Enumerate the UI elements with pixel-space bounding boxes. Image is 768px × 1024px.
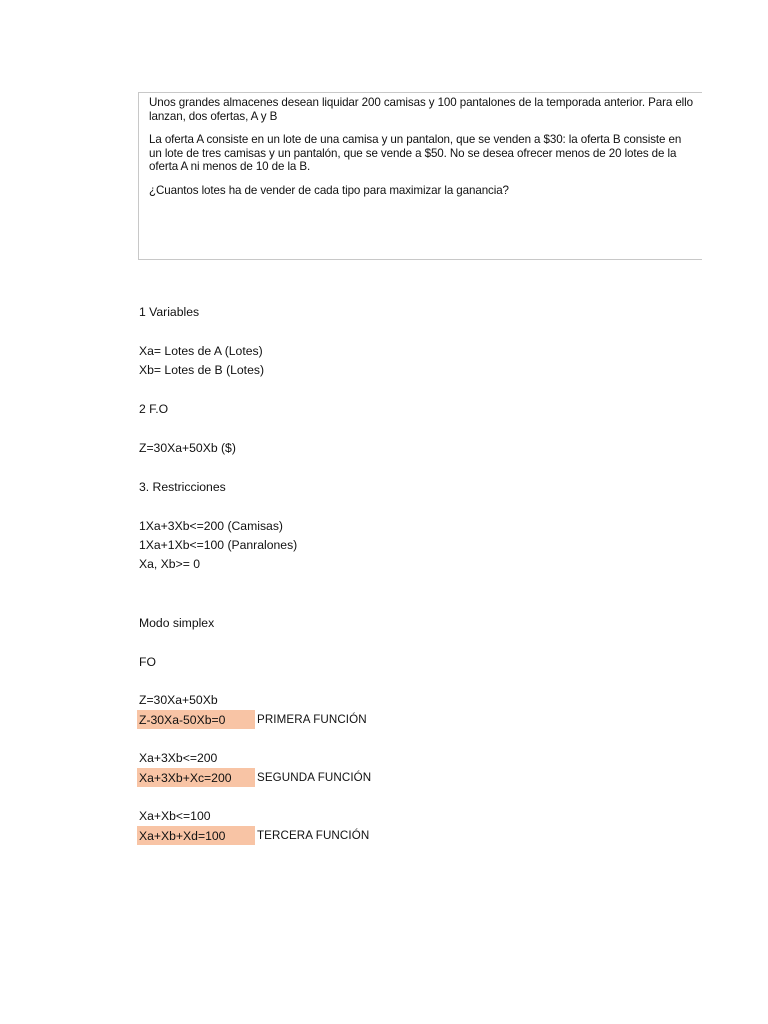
f2-original: Xa+3Xb<=200 xyxy=(139,751,218,765)
simplex-heading: Modo simplex xyxy=(139,616,215,630)
problem-paragraph-3: ¿Cuantos lotes ha de vender de cada tipo para maximizar la ganancia? xyxy=(149,183,509,197)
problem-statement-box xyxy=(138,92,702,260)
f1-highlight-text: Z-30Xa-50Xb=0 xyxy=(139,713,226,727)
problem-paragraph-1: Unos grandes almacenes desean liquidar 200 camisas y 100 pantalones de la temporada anterior. Para ello lanzan, dos ofertas, A y B xyxy=(149,96,693,123)
problem-paragraph-2: La oferta A consiste en un lote de una camisa y un pantalon, que se venden a $30: la oferta B consiste en un lote de tres camisas y un pantalón, que se vende a $50. No se desea ofrecer menos de 20 lotes de la oferta A ni menos de 10 de la B. xyxy=(149,133,682,173)
fo-label: FO xyxy=(139,655,156,669)
restriction-camisas: 1Xa+3Xb<=200 (Camisas) xyxy=(139,519,283,533)
restrictions-heading: 3. Restricciones xyxy=(139,480,226,494)
restriction-pantalones: 1Xa+1Xb<=100 (Panralones) xyxy=(139,538,298,552)
f1-original: Z=30Xa+50Xb xyxy=(139,693,218,707)
variable-xa: Xa= Lotes de A (Lotes) xyxy=(139,344,263,358)
restriction-nonnegative: Xa, Xb>= 0 xyxy=(139,557,200,571)
objective-formula: Z=30Xa+50Xb ($) xyxy=(139,441,236,455)
variable-xb: Xb= Lotes de B (Lotes) xyxy=(139,363,264,377)
f2-label: SEGUNDA FUNCIÓN xyxy=(257,771,372,784)
objective-heading: 2 F.O xyxy=(139,402,169,416)
f3-label: TERCERA FUNCIÓN xyxy=(257,829,370,842)
f2-highlight-text: Xa+3Xb+Xc=200 xyxy=(139,771,232,785)
f1-label: PRIMERA FUNCIÓN xyxy=(257,713,367,726)
variables-heading: 1 Variables xyxy=(139,305,200,319)
f3-original: Xa+Xb<=100 xyxy=(139,809,211,823)
f3-highlight-text: Xa+Xb+Xd=100 xyxy=(139,829,226,843)
